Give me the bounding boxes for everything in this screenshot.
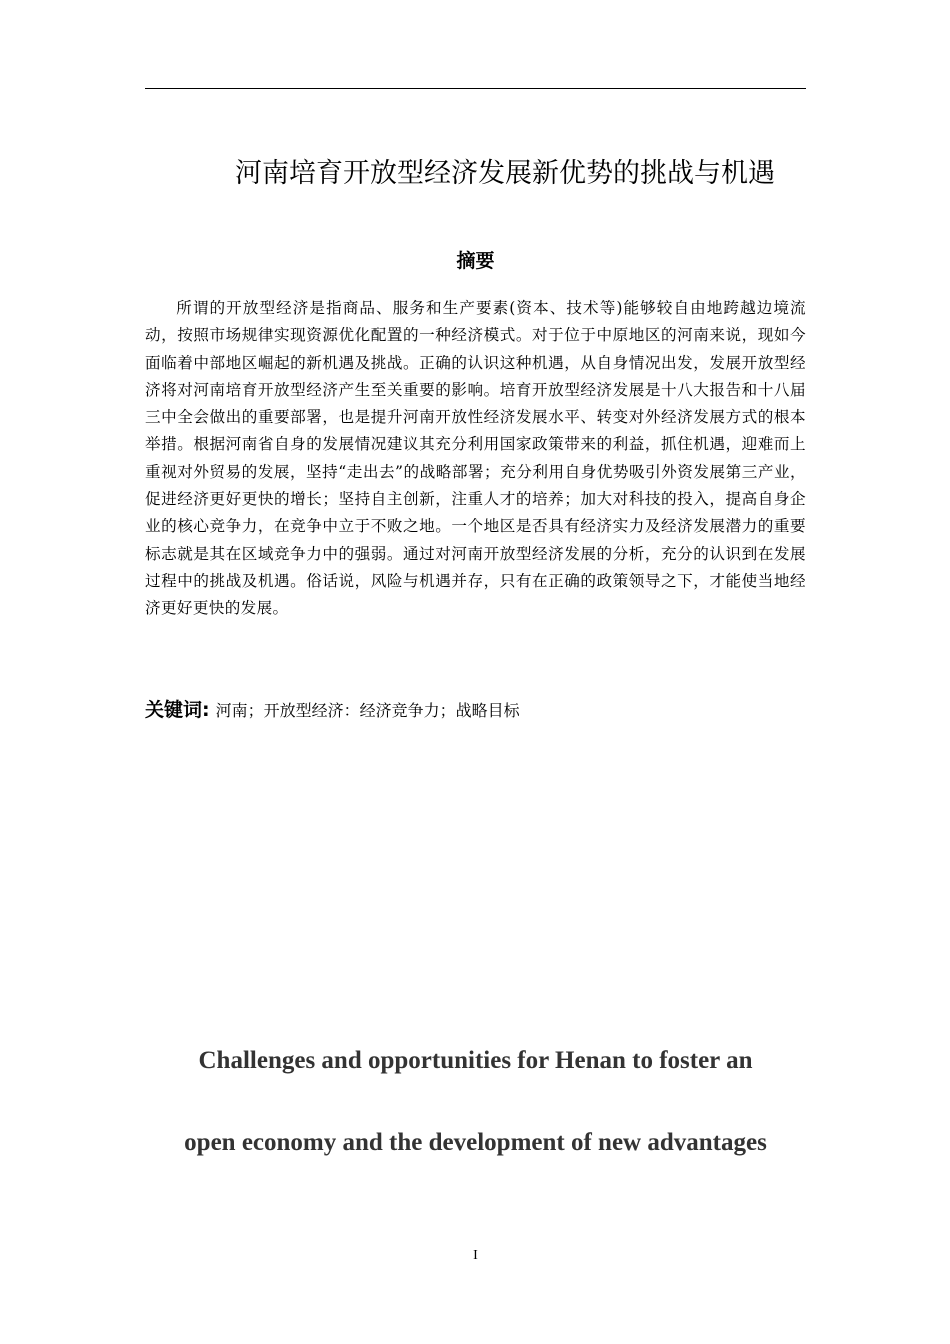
title-en-line-2: open economy and the development of new advantages <box>184 1129 767 1156</box>
keywords-line <box>145 695 806 726</box>
abstract-body: 所谓的开放型经济是指商品、服务和生产要素(资本、技术等)能够较自由地跨越边境流动，按照市场规律实现资源优化配置的一种经济模式。对于位于中原地区的河南来说，现如今面临着中部地区崛起的新机遇及挑战。正确的认识这种机遇，从自身情况出发，发展开放型经济将对河南培育开放型经济产生至关重要的影响。培育开放型经济发展是十八大报告和十八届三中全会做出的重要部署，也是提升河南开放性经济发展水平、转变对外经济发展方式的根本举措。根据河南省自身的发展情况建议其充分利用国家政策带来的利益，抓住机遇，迎难而上重视对外贸易的发展，坚持“走出去”的战略部署；充分利用自身优势吸引外资发展第三产业，促进经济更好更快的增长；坚持自主创新，注重人才的培养；加大对科技的投入，提高自身企业的核心竞争力，在竞争中立于不败之地。一个地区是否具有经济实力及经济发展潜力的重要标志就是其在区域竞争力中的强弱。通过对河南开放型经济发展的分析，充分的认识到在发展过程中的挑战及机遇。俗话说，风险与机遇并存，只有在正确的政策领导之下，才能使当地经济更好更快的发展。 <box>145 299 806 618</box>
title-en-line-1: Challenges and opportunities for Henan to foster an <box>198 1047 753 1074</box>
keywords-label: 关键词: <box>145 699 210 721</box>
document-title-chinese: 河南培育开放型经济发展新优势的挑战与机遇 <box>235 158 775 189</box>
page-number: I <box>473 1248 478 1263</box>
header-rule <box>145 88 806 89</box>
document-title-english <box>145 1020 806 1184</box>
abstract-heading: 摘要 <box>456 250 495 272</box>
keywords-value: 河南；开放型经济：经济竞争力；战略目标 <box>215 701 520 720</box>
